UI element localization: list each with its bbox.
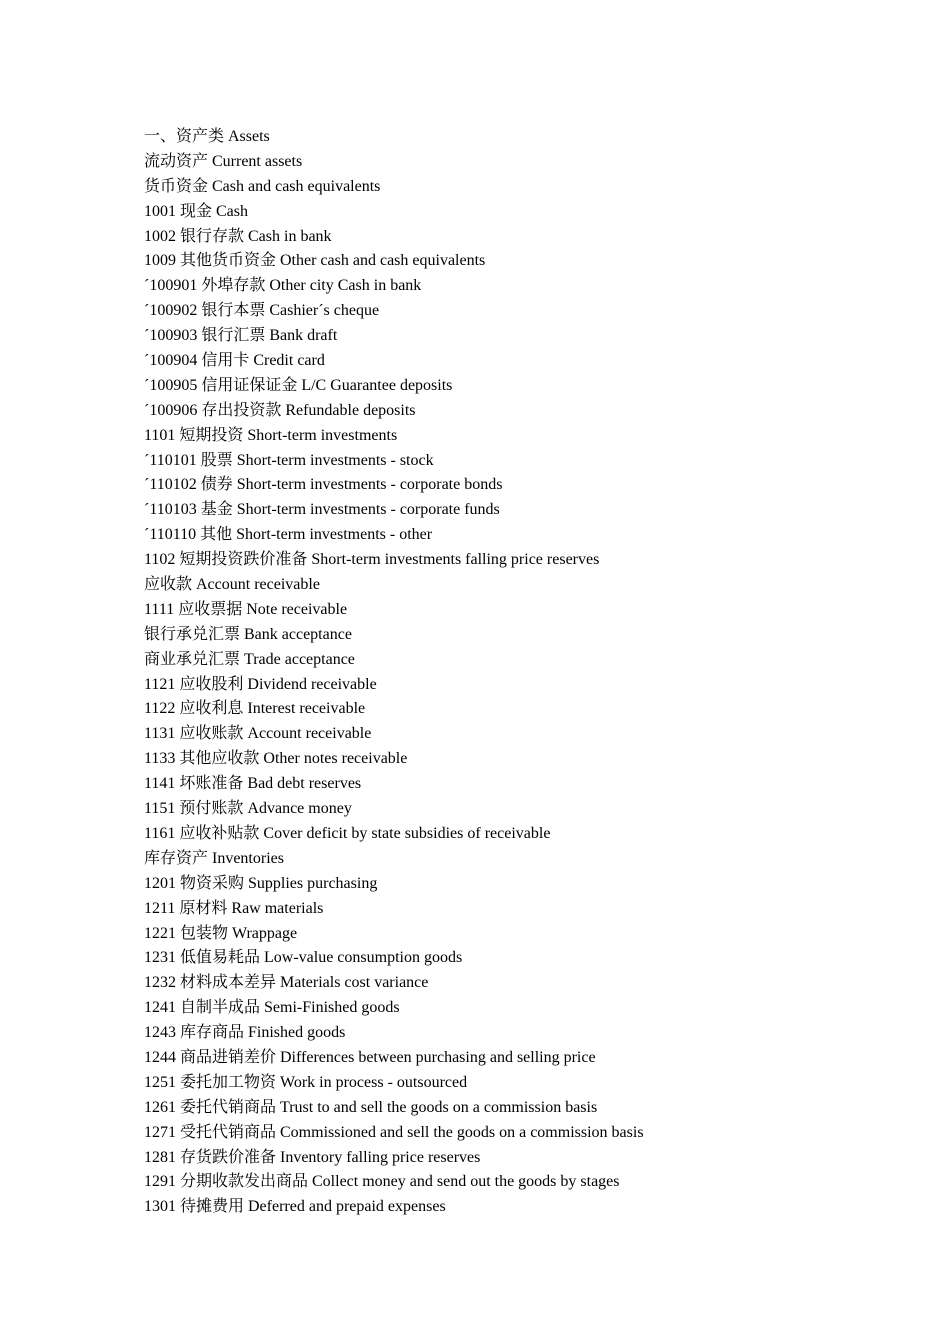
account-line: 1291 分期收款发出商品 Collect money and send out the goods by stages bbox=[144, 1173, 620, 1191]
account-line: ´100904 信用卡 Credit card bbox=[144, 352, 325, 370]
account-line: 1131 应收账款 Account receivable bbox=[144, 725, 372, 743]
account-line: 1241 自制半成品 Semi-Finished goods bbox=[144, 999, 400, 1017]
account-line: ´100903 银行汇票 Bank draft bbox=[144, 327, 338, 345]
account-line: 1161 应收补贴款 Cover deficit by state subsidies of receivable bbox=[144, 824, 551, 842]
subheading-current-assets: 流动资产 Current assets bbox=[144, 152, 303, 170]
account-line: 1101 短期投资 Short-term investments bbox=[144, 426, 398, 444]
account-line: 1243 库存商品 Finished goods bbox=[144, 1024, 346, 1042]
account-line: 1232 材料成本差异 Materials cost variance bbox=[144, 974, 429, 992]
account-line: ´110102 债券 Short-term investments - corporate bonds bbox=[144, 476, 503, 494]
subheading-cash-equivalents: 货币资金 Cash and cash equivalents bbox=[144, 177, 381, 195]
subheading-account-receivable: 应收款 Account receivable bbox=[144, 576, 320, 594]
account-line: 1002 银行存款 Cash in bank bbox=[144, 227, 332, 245]
account-line: 1251 委托加工物资 Work in process - outsourced bbox=[144, 1073, 468, 1091]
account-line: ´110110 其他 Short-term investments - other bbox=[144, 526, 433, 544]
account-line: 1271 受托代销商品 Commissioned and sell the goods on a commission basis bbox=[144, 1123, 644, 1141]
account-line: 1009 其他货币资金 Other cash and cash equivalents bbox=[144, 252, 486, 270]
account-line: 1122 应收利息 Interest receivable bbox=[144, 700, 366, 718]
account-line: 1141 坏账准备 Bad debt reserves bbox=[144, 775, 362, 793]
section-heading-assets: 一、资产类 Assets bbox=[144, 128, 270, 145]
account-line: 1133 其他应收款 Other notes receivable bbox=[144, 750, 408, 768]
account-line: 1151 预付账款 Advance money bbox=[144, 800, 352, 818]
account-line: ´100901 外埠存款 Other city Cash in bank bbox=[144, 277, 422, 295]
account-line: ´100905 信用证保证金 L/C Guarantee deposits bbox=[144, 376, 453, 394]
account-line: 1121 应收股利 Dividend receivable bbox=[144, 675, 377, 693]
account-line: 1231 低值易耗品 Low-value consumption goods bbox=[144, 949, 463, 967]
account-line: ´100906 存出投资款 Refundable deposits bbox=[144, 401, 416, 419]
account-line: 1244 商品进销差价 Differences between purchasing and selling price bbox=[144, 1048, 596, 1066]
account-line: 1221 包装物 Wrappage bbox=[144, 924, 298, 942]
account-line: 银行承兑汇票 Bank acceptance bbox=[144, 625, 352, 643]
subheading-inventories: 库存资产 Inventories bbox=[144, 849, 284, 867]
account-line: 1111 应收票据 Note receivable bbox=[144, 600, 348, 618]
document-page bbox=[144, 125, 904, 1220]
account-line: ´110103 基金 Short-term investments - corporate funds bbox=[144, 501, 500, 519]
account-line: 1001 现金 Cash bbox=[144, 202, 249, 220]
account-line: 1201 物资采购 Supplies purchasing bbox=[144, 874, 378, 892]
account-line: 1301 待摊费用 Deferred and prepaid expenses bbox=[144, 1198, 446, 1216]
account-line: 1281 存货跌价准备 Inventory falling price reserves bbox=[144, 1148, 481, 1166]
account-line: 1261 委托代销商品 Trust to and sell the goods on a commission basis bbox=[144, 1098, 598, 1116]
account-line: ´110101 股票 Short-term investments - stock bbox=[144, 451, 434, 469]
account-line: 商业承兑汇票 Trade acceptance bbox=[144, 650, 355, 668]
account-line: ´100902 银行本票 Cashier´s cheque bbox=[144, 302, 380, 320]
account-line: 1102 短期投资跌价准备 Short-term investments falling price reserves bbox=[144, 551, 600, 569]
account-line: 1211 原材料 Raw materials bbox=[144, 899, 324, 917]
